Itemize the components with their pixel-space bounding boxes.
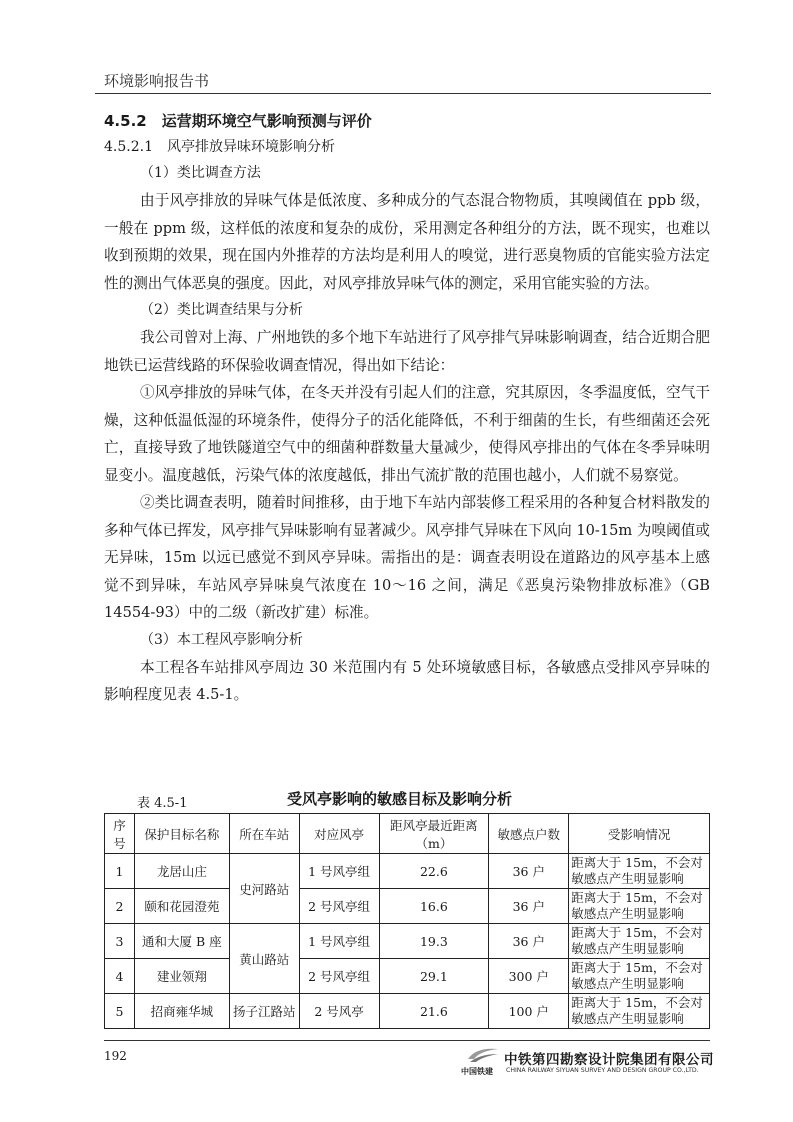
table-row (105, 994, 710, 1029)
cell-impact: 距离大于 15m，不会对敏感点产生明显影响 (569, 994, 710, 1029)
cell-vent: 2 号风亭组 (299, 959, 379, 994)
cell-no: 4 (105, 959, 135, 994)
column-header-vent: 对应风亭 (299, 814, 379, 854)
table-caption (137, 788, 697, 810)
cell-station: 黄山路站 (229, 924, 299, 994)
table-header-row (105, 814, 710, 854)
table-row (105, 924, 710, 959)
subsection-3-title: （3）本工程风亭影响分析 (140, 631, 303, 648)
table-row (105, 889, 710, 924)
section-heading: 4.5.2 运营期环境空气影响预测与评价 (104, 112, 372, 130)
cell-vent: 2 号风亭 (299, 994, 379, 1029)
logo-label: 中国铁建 (461, 1067, 493, 1076)
paragraph-survey-intro: 我公司曾对上海、广州地铁的多个地下车站进行了风亭排气异味影响调查，结合近期合肥地铁已运营线路的环保验收调查情况，得出如下结论： (104, 329, 710, 374)
paragraph-conclusion-1: ①风亭排放的异味气体，在冬天并没有引起人们的注意，究其原因，冬季温度低，空气干燥，这种低温低湿的环境条件，使得分子的活化能降低，不利于细菌的生长，有些细菌还会死亡，直接导致了地铁隧道空气中的细菌种群数量大量减少，使得风亭排出的气体在冬季异味明显变小。温度越低，污染气体的浓度越低，排出气流扩散的范围也越小，人们就不易察觉。 (104, 384, 710, 484)
cell-name: 招商雍华城 (134, 994, 229, 1029)
company-name: 中铁第四勘察设计院集团有限公司 (504, 1052, 714, 1068)
cell-impact: 距离大于 15m，不会对敏感点产生明显影响 (569, 924, 710, 959)
cell-impact: 距离大于 15m，不会对敏感点产生明显影响 (569, 889, 710, 924)
cell-name: 建业领翔 (134, 959, 229, 994)
company-logo-icon (466, 1045, 500, 1065)
subsection-1-title: （1）类比调查方法 (140, 165, 261, 181)
cell-households: 100 户 (489, 994, 569, 1029)
cell-distance: 16.6 (379, 889, 489, 924)
cell-households: 300 户 (489, 959, 569, 994)
company-name-english: CHINA RAILWAY SIYUAN SURVEY AND DESIGN GROUP CO.,LTD. (506, 1067, 699, 1074)
cell-no: 1 (105, 854, 135, 889)
cell-no: 3 (105, 924, 135, 959)
cell-name: 颐和花园澄苑 (134, 889, 229, 924)
cell-households: 36 户 (489, 854, 569, 889)
subsection-heading: 4.5.2.1 风亭排放异味环境影响分析 (104, 139, 335, 155)
paragraph-conclusion-2: ②类比调查表明，随着时间推移，由于地下车站内部装修工程采用的各种复合材料散发的多种气体已挥发，风亭排气异味影响有显著减少。风亭排气异味在下风向 10-15m 为嗅阈值或无异味，15m 以远已感觉不到风亭异味。需指出的是：调查表明设在道路边的风亭基本上感觉不到异味，车站风亭异味臭气浓度在 10～16 之间，满足《恶臭污染物排放标准》（GB 14554-93）中的二级（新改扩建）标准。 (104, 494, 710, 621)
paragraph-project-analysis: 本工程各车站排风亭周边 30 米范围内有 5 处环境敏感目标，各敏感点受排风亭异味的影响程度见表 4.5-1。 (104, 658, 710, 703)
paragraph-method: 由于风亭排放的异味气体是低浓度、多种成分的气态混合物物质，其嗅阈值在 ppb 级，一般在 ppm 级，这样低的浓度和复杂的成份，采用测定各种组分的方法，既不现实，也难以收到预期的效果，现在国内外推荐的方法均是利用人的嗅觉，进行恶臭物质的官能实验方法定性的测出气体恶臭的强度。因此，对风亭排放异味气体的测定，采用官能实验的方法。 (104, 192, 710, 292)
column-header-households: 敏感点户数 (489, 814, 569, 854)
column-header-impact: 受影响情况 (569, 814, 710, 854)
cell-distance: 29.1 (379, 959, 489, 994)
cell-distance: 22.6 (379, 854, 489, 889)
cell-households: 36 户 (489, 924, 569, 959)
running-header-title: 环境影响报告书 (104, 72, 210, 90)
cell-impact: 距离大于 15m，不会对敏感点产生明显影响 (569, 959, 710, 994)
main-content (104, 108, 710, 709)
cell-distance: 19.3 (379, 924, 489, 959)
cell-no: 2 (105, 889, 135, 924)
column-header-station: 所在车站 (229, 814, 299, 854)
cell-station: 史河路站 (229, 854, 299, 924)
header-rule (95, 93, 711, 94)
column-header-distance: 距风亭最近距离（m） (379, 814, 489, 854)
cell-distance: 21.6 (379, 994, 489, 1029)
cell-vent: 2 号风亭组 (299, 889, 379, 924)
table-title: 受风亭影响的敏感目标及影响分析 (287, 790, 513, 808)
cell-name: 通和大厦 B 座 (134, 924, 229, 959)
subsection-2-title: （2）类比调查结果与分析 (140, 302, 303, 318)
column-header-name: 保护目标名称 (134, 814, 229, 854)
table-label: 表 4.5-1 (137, 796, 188, 811)
page-number: 192 (104, 1049, 127, 1063)
cell-no: 5 (105, 994, 135, 1029)
table-row (105, 959, 710, 994)
cell-impact: 距离大于 15m，不会对敏感点产生明显影响 (569, 854, 710, 889)
cell-station: 扬子江路站 (229, 994, 299, 1029)
cell-vent: 1 号风亭组 (299, 924, 379, 959)
cell-households: 36 户 (489, 889, 569, 924)
cell-name: 龙居山庄 (134, 854, 229, 889)
cell-vent: 1 号风亭组 (299, 854, 379, 889)
column-header-no: 序号 (105, 814, 135, 854)
table-row (105, 854, 710, 889)
footer-rule (104, 1040, 710, 1041)
sensitive-targets-table (104, 813, 710, 1029)
